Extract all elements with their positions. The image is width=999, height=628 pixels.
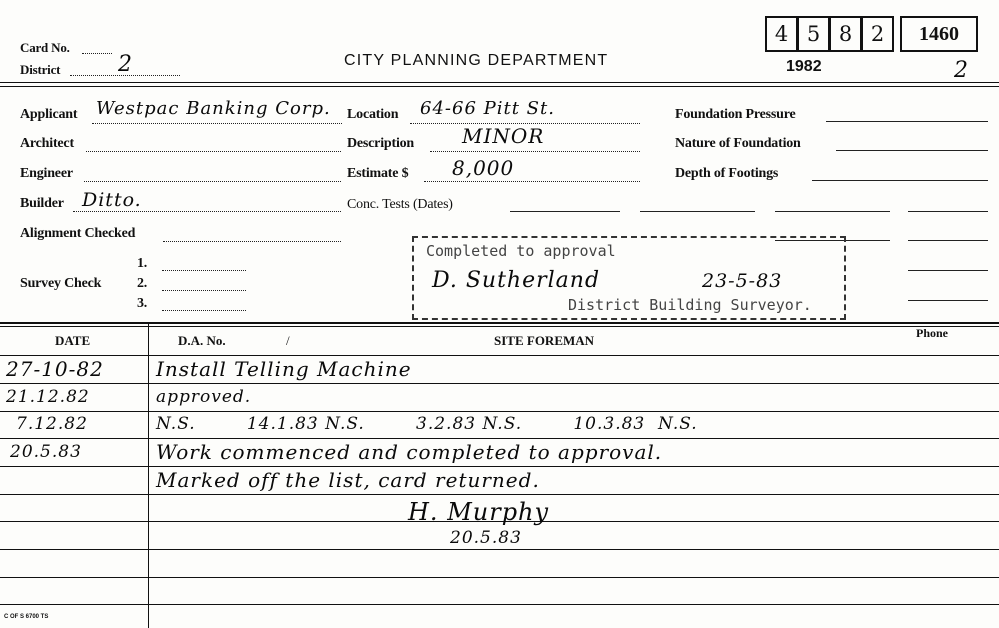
stamp-signature: D. Sutherland <box>432 268 601 293</box>
log-row-text: N.S. 14.1.83 N.S. 3.2.83 N.S. 10.3.83 N.S. <box>156 414 698 434</box>
survey-check-label: Survey Check <box>20 276 102 291</box>
depth-of-footings-label: Depth of Footings <box>675 166 779 181</box>
description-label: Description <box>347 136 415 151</box>
nature-line <box>836 150 988 151</box>
log-row-date: 21.12.82 <box>6 387 90 407</box>
header-rule-2 <box>0 86 999 87</box>
log-phone-header: Phone <box>916 326 949 340</box>
card-number-digit: 2 <box>861 16 894 52</box>
log-row-date: 20.5.83 <box>10 442 82 462</box>
survey-item: 2. <box>137 276 148 291</box>
card-no-label: Card No. <box>20 40 70 55</box>
builder-line <box>73 211 341 212</box>
log-top-rule-2 <box>0 326 999 327</box>
foreman-sign-date: 20.5.83 <box>450 528 522 548</box>
foundation-pressure-label: Foundation Pressure <box>675 107 796 122</box>
applicant-value: Westpac Banking Corp. <box>96 98 331 119</box>
approval-stamp <box>412 236 846 320</box>
header-rule <box>0 82 999 83</box>
survey-item: 1. <box>137 256 148 271</box>
engineer-line <box>84 181 341 182</box>
stamp-date: 23-5-83 <box>702 270 783 292</box>
log-row-line <box>0 466 999 467</box>
survey-line <box>162 310 246 311</box>
log-row-line <box>0 494 999 495</box>
blank-line <box>908 300 988 301</box>
log-row-date: 7.12.82 <box>16 414 88 434</box>
card-number-digit: 8 <box>829 16 862 52</box>
applicant-label: Applicant <box>20 107 78 122</box>
survey-line <box>162 290 246 291</box>
stamp-line3: District Building Surveyor. <box>568 296 812 314</box>
page-title: CITY PLANNING DEPARTMENT <box>344 52 609 69</box>
depth-line <box>812 180 988 181</box>
location-label: Location <box>347 107 399 122</box>
district-value: 2 <box>118 52 133 77</box>
log-row-text: Install Telling Machine <box>156 357 412 381</box>
log-date-header: DATE <box>55 333 91 348</box>
estimate-label: Estimate $ <box>347 166 409 181</box>
estimate-value: 8,000 <box>452 156 515 180</box>
log-row-line <box>0 411 999 412</box>
card-number-digit: 4 <box>765 16 798 52</box>
log-row-text: approved. <box>156 387 252 407</box>
survey-item: 3. <box>137 296 148 311</box>
card-year: 1982 <box>786 58 822 75</box>
log-slash: / <box>286 333 290 348</box>
survey-line <box>162 270 246 271</box>
engineer-label: Engineer <box>20 166 73 181</box>
alignment-label: Alignment Checked <box>20 226 136 241</box>
log-row-date: 27-10-82 <box>6 357 104 381</box>
card-number-digit: 5 <box>797 16 830 52</box>
sheet-mark: 2 <box>954 58 969 83</box>
log-foreman-header: SITE FOREMAN <box>494 333 595 348</box>
conc-line <box>775 211 890 212</box>
log-row-line <box>0 577 999 578</box>
estimate-line <box>424 181 640 182</box>
conc-line <box>640 211 755 212</box>
log-da-header: D.A. No. <box>178 333 226 348</box>
log-row-line <box>0 355 999 356</box>
log-row-line <box>0 383 999 384</box>
log-row-line <box>0 438 999 439</box>
district-label: District <box>20 62 61 77</box>
alignment-line <box>163 241 341 242</box>
log-row-line <box>0 604 999 605</box>
card-number-box: 1460 <box>900 16 978 52</box>
footer-code: C OF S 6700 TS <box>4 614 49 620</box>
blank-line <box>908 240 988 241</box>
log-top-rule <box>0 322 999 324</box>
description-value: MINOR <box>462 124 545 148</box>
conc-line <box>908 211 988 212</box>
conc-line <box>510 211 620 212</box>
architect-label: Architect <box>20 136 74 151</box>
applicant-line <box>92 123 342 124</box>
builder-value: Ditto. <box>82 189 142 211</box>
blank-line <box>908 270 988 271</box>
log-row-text: Work commenced and completed to approval. <box>156 440 663 464</box>
location-value: 64-66 Pitt St. <box>420 98 555 119</box>
conc-tests-label: Conc. Tests (Dates) <box>347 197 453 212</box>
description-line <box>430 151 640 152</box>
foreman-signature: H. Murphy <box>408 498 550 526</box>
architect-line <box>86 151 341 152</box>
card-no-line <box>82 53 112 54</box>
stamp-line1: Completed to approval <box>426 242 616 260</box>
log-row-line <box>0 549 999 550</box>
nature-of-foundation-label: Nature of Foundation <box>675 136 801 151</box>
builder-label: Builder <box>20 196 64 211</box>
log-date-divider <box>148 324 149 628</box>
log-row-text: Marked off the list, card returned. <box>156 468 540 492</box>
foundation-pressure-line <box>826 121 988 122</box>
